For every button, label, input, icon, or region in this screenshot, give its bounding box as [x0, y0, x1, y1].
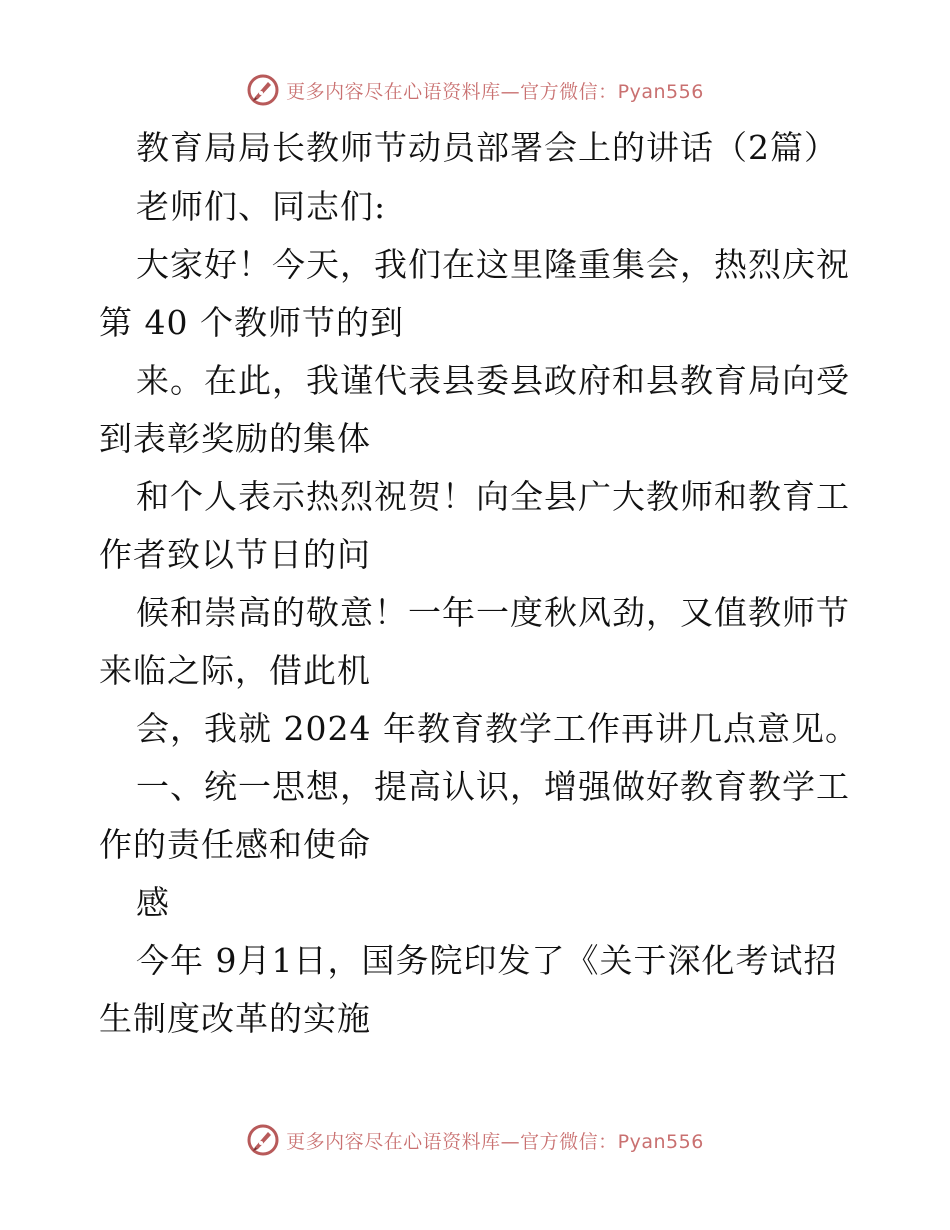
banner-text: 更多内容尽在心语资料库—官方微信：Pyan556 [286, 80, 704, 103]
section-heading-line: 作的责任感和使命 [99, 825, 371, 864]
paragraph-line: 第 40 个教师节的到 [99, 303, 404, 342]
paragraph-line: 候和崇高的敬意！一年一度秋风劲，又值教师节 [136, 593, 850, 632]
paragraph-line: 到表彰奖励的集体 [99, 419, 371, 458]
paragraph-line: 和个人表示热烈祝贺！向全县广大教师和教育工 [136, 477, 850, 516]
paragraph-line: 作者致以节日的问 [99, 535, 371, 574]
paragraph-line: 来临之际，借此机 [99, 651, 371, 690]
paragraph-line: 今年 9月1日，国务院印发了《关于深化考试招 [136, 941, 838, 980]
banner-text: 更多内容尽在心语资料库—官方微信：Pyan556 [286, 1130, 704, 1153]
paragraph-line: 会，我就 2024 年教育教学工作再讲几点意见。 [136, 709, 859, 748]
document-title: 教育局局长教师节动员部署会上的讲话（2篇） [136, 128, 838, 167]
section-heading-line: 感 [136, 883, 170, 922]
footer-banner [0, 1120, 950, 1160]
paragraph-line: 来。在此，我谨代表县委县政府和县教育局向受 [136, 361, 850, 400]
section-heading-line: 一、统一思想，提高认识，增强做好教育教学工 [136, 767, 850, 806]
paragraph-line: 老师们、同志们: [136, 187, 387, 226]
pen-logo-icon [246, 1123, 280, 1157]
paragraph-line: 生制度改革的实施 [99, 999, 371, 1038]
paragraph-line: 大家好！今天，我们在这里隆重集会，热烈庆祝 [136, 245, 850, 284]
